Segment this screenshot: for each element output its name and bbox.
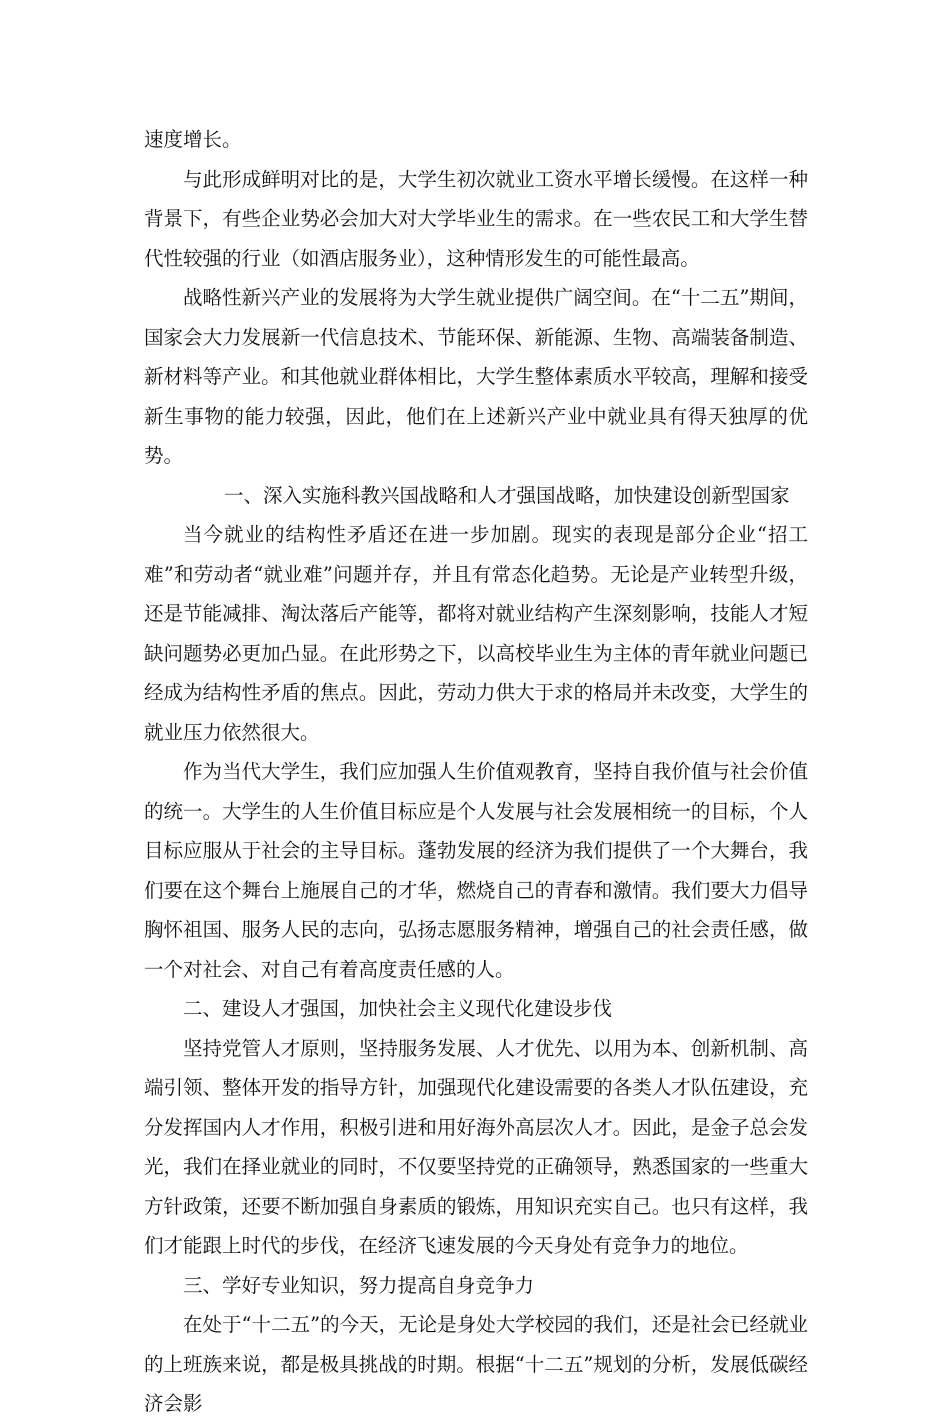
paragraph-wage-contrast: 与此形成鲜明对比的是，大学生初次就业工资水平增长缓慢。在这样一种背景下，有些企业势必会加大对大学毕业生的需求。在一些农民工和大学生替代性较强的行业（如酒店服务业），这种情形发生的可能性最高。 [144, 167, 808, 270]
paragraph-values-education: 作为当代大学生，我们应加强人生价值观教育，坚持自我价值与社会价值的统一。大学生的人生价值目标应是个人发展与社会发展相统一的目标，个人目标应服从于社会的主导目标。蓬勃发展的经济为我们提供了一个大舞台，我们要在这个舞台上施展自己的才华，燃烧自己的青春和激情。我们要大力倡导胸怀祖国、服务人民的志向，弘扬志愿服务精神，增强自己的社会责任感，做一个对社会、对自己有着高度责任感的人。 [144, 760, 808, 981]
paragraph-emerging-industries: 战略性新兴产业的发展将为大学生就业提供广阔空间。在“十二五”期间，国家会大力发展新一代信息技术、节能环保、新能源、生物、高端装备制造、新材料等产业。和其他就业群体相比，大学生整体素质水平较高，理解和接受新生事物的能力较强，因此，他们在上述新兴产业中就业具有得天独厚的优势。 [144, 286, 808, 467]
paragraph-talent-principles: 坚持党管人才原则，坚持服务发展、人才优先、以用为本、创新机制、高端引领、整体开发的指导方针，加强现代化建设需要的各类人才队伍建设，充分发挥国内人才作用，积极引进和用好海外高层次人才。因此，是金子总会发光，我们在择业就业的同时，不仅要坚持党的正确领导，熟悉国家的一些重大方针政策，还要不断加强自身素质的锻炼，用知识充实自己。也只有这样，我们才能跟上时代的步伐，在经济飞速发展的今天身处有竞争力的地位。 [144, 1036, 808, 1257]
section-heading-2: 二、建设人才强国，加快社会主义现代化建设步伐 [183, 997, 613, 1020]
paragraph-challenge-period: 在处于“十二五”的今天，无论是身处大学校园的我们，还是社会已经就业的上班族来说，都是极具挑战的时期。根据“十二五”规划的分析，发展低碳经济会影 [144, 1313, 808, 1415]
paragraph-structural-contradiction: 当今就业的结构性矛盾还在进一步加剧。现实的表现是部分企业“招工难”和劳动者“就业难”问题并存，并且有常态化趋势。无论是产业转型升级，还是节能减排、淘汰落后产能等，都将对就业结构产生深刻影响，技能人才短缺问题势必更加凸显。在此形势之下，以高校毕业生为主体的青年就业问题已经成为结构性矛盾的焦点。因此，劳动力供大于求的格局并未改变，大学生的就业压力依然很大。 [144, 523, 808, 744]
document-page [144, 120, 808, 1424]
section-heading-3: 三、学好专业知识，努力提高自身竞争力 [183, 1273, 535, 1297]
paragraph-continuation: 速度增长。 [144, 128, 242, 151]
section-heading-1: 一、深入实施科教兴国战略和人才强国战略，加快建设创新型国家 [224, 483, 790, 507]
